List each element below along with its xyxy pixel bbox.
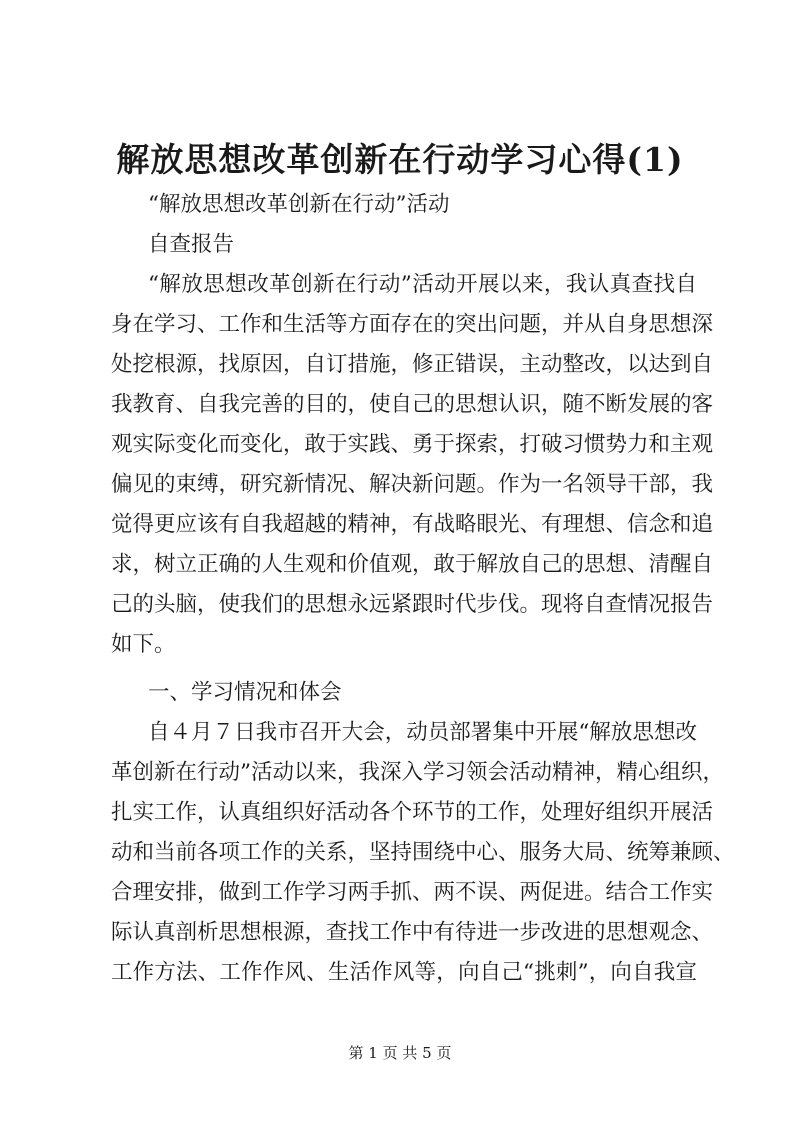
section-heading: 一、学习情况和体会 [148, 680, 342, 705]
paragraph-2-line-7: 工作方法、工作作风、生活作风等，向自己“挑刺”，向自我宣 [111, 960, 697, 985]
paragraph-1-line-5: 观实际变化而变化，敢于实践、勇于探索，打破习惯势力和主观 [111, 432, 714, 457]
paragraph-1-line-8: 求，树立正确的人生观和价值观，敢于解放自己的思想、清醒自 [111, 552, 714, 577]
subtitle-line-2: 自查报告 [148, 232, 235, 257]
paragraph-1-line-4: 我教育、自我完善的目的，使自己的思想认识，随不断发展的客 [111, 392, 714, 417]
paragraph-2-line-4: 动和当前各项工作的关系，坚持围绕中心、服务大局、统筹兼顾、 [111, 840, 735, 865]
page-number-footer: 第 1 页 共 5 页 [348, 1044, 452, 1062]
paragraph-1-line-9: 己的头脑，使我们的思想永远紧跟时代步伐。现将自查情况报告 [111, 592, 714, 617]
paragraph-1-line-3: 处挖根源，找原因，自订措施，修正错误，主动整改，以达到自 [111, 352, 714, 377]
paragraph-1-line-10: 如下。 [111, 632, 176, 657]
paragraph-1-line-7: 觉得更应该有自我超越的精神，有战略眼光、有理想、信念和追 [111, 512, 714, 537]
paragraph-1-line-1: “解放思想改革创新在行动”活动开展以来，我认真查找自 [148, 272, 697, 297]
paragraph-2-line-5: 合理安排，做到工作学习两手抓、两不误、两促进。结合工作实 [111, 880, 714, 905]
paragraph-2-line-2: 革创新在行动”活动以来，我深入学习领会活动精神，精心组织， [111, 760, 724, 785]
paragraph-2-line-1: 自４月７日我市召开大会，动员部署集中开展“解放思想改 [148, 720, 697, 745]
paragraph-1-line-6: 偏见的束缚，研究新情况、解决新问题。作为一名领导干部，我 [111, 472, 714, 497]
paragraph-1-line-2: 身在学习、工作和生活等方面存在的突出问题，并从自身思想深 [111, 312, 714, 337]
paragraph-2-line-6: 际认真剖析思想根源，查找工作中有待进一步改进的思想观念、 [111, 920, 714, 945]
paragraph-2-line-3: 扎实工作，认真组织好活动各个环节的工作，处理好组织开展活 [111, 800, 714, 825]
document-title: 解放思想改革创新在行动学习心得(1) [116, 140, 684, 179]
subtitle-line-1: “解放思想改革创新在行动”活动 [148, 192, 450, 217]
